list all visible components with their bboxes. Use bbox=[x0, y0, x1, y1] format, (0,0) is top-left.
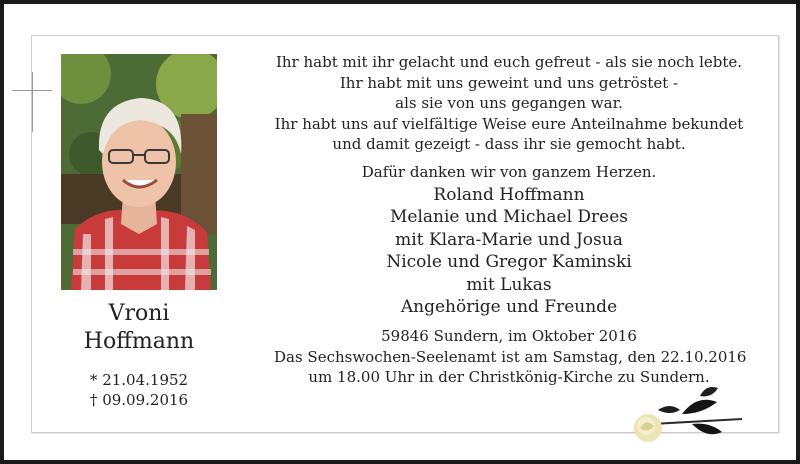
portrait-photo bbox=[61, 54, 217, 290]
service-date: Das Sechswochen-Seelenamt ist am Samstag, den 22.10.2016 bbox=[274, 347, 747, 366]
family-member: Angehörige und Freunde bbox=[400, 297, 618, 318]
family-member: Melanie und Michael Drees bbox=[389, 207, 629, 228]
place-date: 59846 Sundern, im Oktober 2016 bbox=[381, 327, 637, 346]
first-name: Vroni bbox=[108, 301, 170, 326]
service-location: um 18.00 Uhr in der Christkönig-Kirche zu Sundern. bbox=[308, 368, 710, 387]
family-member: Roland Hoffmann bbox=[433, 184, 585, 205]
last-name: Hoffmann bbox=[83, 329, 195, 354]
life-dates bbox=[61, 370, 217, 410]
family-list bbox=[274, 184, 744, 320]
service-info bbox=[274, 326, 747, 388]
poem-line: und damit gezeigt - dass ihr sie gemocht habt. bbox=[332, 135, 686, 153]
family-member: Nicole und Gregor Kaminski bbox=[386, 252, 632, 273]
family-member: mit Lukas bbox=[466, 274, 552, 295]
poem-line: Ihr habt mit ihr gelacht und euch gefreut - als sie noch lebte. bbox=[275, 53, 743, 71]
cross-icon bbox=[12, 72, 52, 132]
rose-icon bbox=[622, 384, 752, 454]
poem bbox=[274, 52, 744, 155]
death-date: † 09.09.2016 bbox=[89, 391, 189, 409]
birth-date: * 21.04.1952 bbox=[89, 371, 189, 389]
obituary-card bbox=[4, 4, 796, 460]
family-member: mit Klara-Marie und Josua bbox=[395, 229, 623, 250]
poem-line: als sie von uns gegangen war. bbox=[395, 94, 623, 112]
thanks-line: Dafür danken wir von ganzem Herzen. bbox=[361, 162, 657, 181]
obituary-text bbox=[274, 52, 747, 388]
poem-line: Ihr habt uns auf vielfältige Weise eure Anteilnahme bekundet bbox=[274, 114, 744, 133]
poem-line: Ihr habt mit uns geweint und uns getröstet - bbox=[339, 73, 679, 92]
deceased-name bbox=[61, 300, 217, 356]
